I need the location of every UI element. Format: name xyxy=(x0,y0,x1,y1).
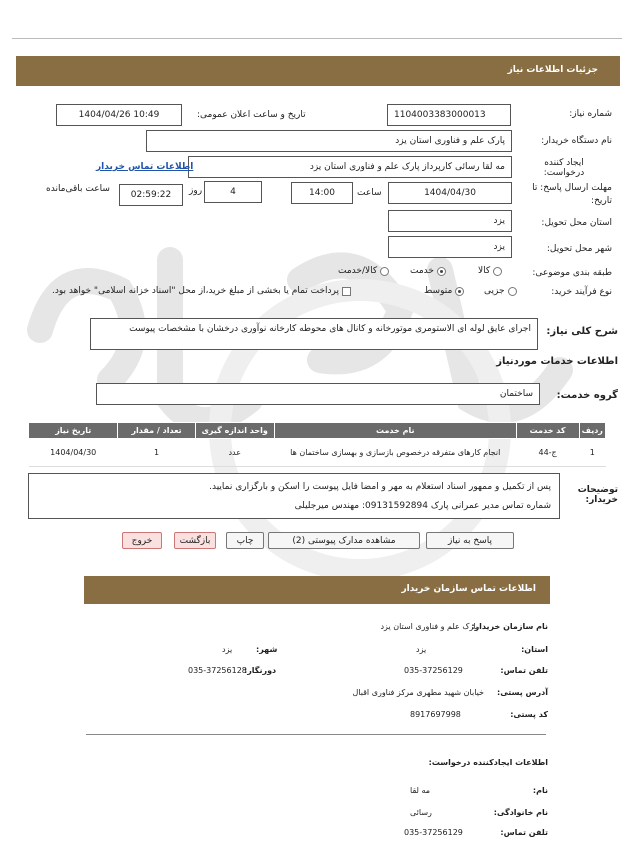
contact-divider xyxy=(86,734,546,735)
creator-field: مه لقا رسائی کارپرداز پارک علم و فناوری استان یزد xyxy=(188,156,512,178)
creator-family-value: رسائی xyxy=(410,808,432,817)
services-table xyxy=(28,422,606,467)
service-group-label: گروه خدمت: xyxy=(556,390,618,401)
process-option-medium[interactable]: متوسط xyxy=(424,286,464,296)
creator-label: ایجاد کننده درخواست: xyxy=(543,158,585,178)
contact-phone-value: 035-37256129 xyxy=(404,666,463,675)
payment-checkbox[interactable] xyxy=(342,287,351,296)
radio-medium[interactable] xyxy=(455,287,464,296)
need-number-label: شماره نیاز: xyxy=(569,109,612,119)
cell-unit: عدد xyxy=(195,439,274,467)
deadline-date-label: تاریخ: xyxy=(591,196,612,206)
contact-fax-value: 035-37256128 xyxy=(188,666,247,675)
need-number-field: 1104003383000013 xyxy=(387,104,511,126)
col-unit: واحد اندازه گیری xyxy=(195,423,274,439)
contact-province-value: یزد xyxy=(416,645,427,654)
col-date: تاریخ نیاز xyxy=(29,423,118,439)
category-label: طبقه بندی موضوعی: xyxy=(532,268,612,278)
view-attachments-button[interactable]: مشاهده مدارک پیوستی (2) xyxy=(268,532,420,549)
cell-row: 1 xyxy=(579,439,605,467)
buyer-contact-link[interactable]: اطلاعات تماس خریدار xyxy=(96,162,194,172)
time-label: ساعت xyxy=(357,188,382,198)
radio-minor[interactable] xyxy=(508,287,517,296)
contact-city-label: شهر: xyxy=(256,645,278,654)
radio-both[interactable] xyxy=(380,267,389,276)
buyer-org-field: پارک علم و فناوری استان یزد xyxy=(146,130,512,152)
summary-label: شرح کلی نیاز: xyxy=(546,326,618,337)
col-code: کد خدمت xyxy=(516,423,579,439)
deadline-label: مهلت ارسال پاسخ: تا xyxy=(532,183,612,193)
category-option-both[interactable]: کالا/خدمت xyxy=(338,266,389,276)
contact-org-value: پارک علم و فناوری استان یزد xyxy=(380,622,478,631)
deadline-date-field: 1404/04/30 xyxy=(388,182,512,204)
contact-city-value: یزد xyxy=(222,645,233,654)
cell-code: ج-44 xyxy=(516,439,579,467)
creator-name-value: مه لقا xyxy=(410,786,431,795)
contact-section-bar xyxy=(84,576,550,604)
category-option-service[interactable]: خدمت xyxy=(410,266,446,276)
contact-postal-value: 8917697998 xyxy=(410,710,461,719)
contact-org-label: نام سازمان خریدار: xyxy=(471,622,548,631)
col-row: ردیف xyxy=(579,423,605,439)
radio-service[interactable] xyxy=(437,267,446,276)
services-section-title: اطلاعات خدمات موردنیاز xyxy=(496,356,618,367)
days-label: روز xyxy=(189,186,203,196)
announce-field: 1404/04/26 10:49 xyxy=(56,104,182,126)
service-group-field: ساختمان xyxy=(96,383,540,405)
announce-label: تاریخ و ساعت اعلان عمومی: xyxy=(197,110,306,120)
remaining-field: 02:59:22 xyxy=(119,184,183,206)
province-field: یزد xyxy=(388,210,512,232)
contact-address-value: خیابان شهید مطهری مرکز فناوری اقبال xyxy=(352,688,484,697)
creator-family-label: نام خانوادگی: xyxy=(493,808,548,817)
contact-section-title: اطلاعات تماس سازمان خریدار xyxy=(401,584,536,594)
buyer-notes-line2: شماره تماس مدیر عمرانی پارک 09131592894: مهندس میرجلیلی xyxy=(294,501,551,511)
creator-section-title: اطلاعات ایجادکننده درخواست: xyxy=(428,758,548,767)
creator-phone-value: 035-37256129 xyxy=(404,828,463,837)
days-field: 4 xyxy=(204,181,262,203)
top-divider xyxy=(12,38,622,39)
cell-name: انجام کارهای متفرقه درخصوص بازسازی و بهسازی ساختمان ها xyxy=(274,439,516,467)
creator-phone-label: تلفن تماس: xyxy=(500,828,548,837)
cell-date: 1404/04/30 xyxy=(29,439,118,467)
buyer-notes-box xyxy=(28,473,560,519)
buyer-org-label: نام دستگاه خریدار: xyxy=(541,136,612,146)
table-header-row xyxy=(29,423,606,439)
creator-name-label: نام: xyxy=(532,786,548,795)
table-row xyxy=(29,439,606,467)
remaining-label: ساعت باقی‌مانده xyxy=(46,184,110,194)
city-label: شهر محل تحویل: xyxy=(546,244,612,254)
cell-qty: 1 xyxy=(118,439,195,467)
process-option-minor[interactable]: جزیی xyxy=(484,286,517,296)
contact-province-label: استان: xyxy=(521,645,548,654)
province-label: استان محل تحویل: xyxy=(541,218,612,228)
contact-postal-label: کد پستی: xyxy=(510,710,548,719)
summary-field: اجرای عایق لوله ای الاستومری موتورخانه و کانال های محوطه کارخانه نوآوری درخشان با مشخصات پیوست xyxy=(90,318,538,350)
col-qty: تعداد / مقدار xyxy=(118,423,195,439)
contact-address-label: آدرس پستی: xyxy=(497,688,548,697)
back-button[interactable]: بازگشت xyxy=(174,532,216,549)
page-title: جزئیات اطلاعات نیاز xyxy=(507,65,598,75)
buyer-notes-line1: پس از تکمیل و ممهور اسناد استعلام به مهر و امضا فایل پیوست را اسکن و بارگزاری نمایید. xyxy=(209,482,551,492)
buyer-notes-label: توضیحات خریدار: xyxy=(577,485,618,505)
reply-button[interactable]: پاسخ به نیاز xyxy=(426,532,514,549)
city-field: یزد xyxy=(388,236,512,258)
contact-phone-label: تلفن تماس: xyxy=(500,666,548,675)
payment-treasury-option[interactable]: پرداخت تمام یا بخشی از مبلغ خرید،از محل "اسناد خزانه اسلامی" خواهد بود. xyxy=(52,286,351,296)
contact-fax-label: دورنگار: xyxy=(244,666,277,675)
deadline-time-field: 14:00 xyxy=(291,182,353,204)
col-name: نام خدمت xyxy=(274,423,516,439)
page-title-bar xyxy=(16,56,620,86)
process-label: نوع فرآیند خرید: xyxy=(551,287,612,297)
category-option-goods[interactable]: کالا xyxy=(478,266,502,276)
print-button[interactable]: چاپ xyxy=(226,532,264,549)
exit-button[interactable]: خروج xyxy=(122,532,162,549)
radio-goods[interactable] xyxy=(493,267,502,276)
